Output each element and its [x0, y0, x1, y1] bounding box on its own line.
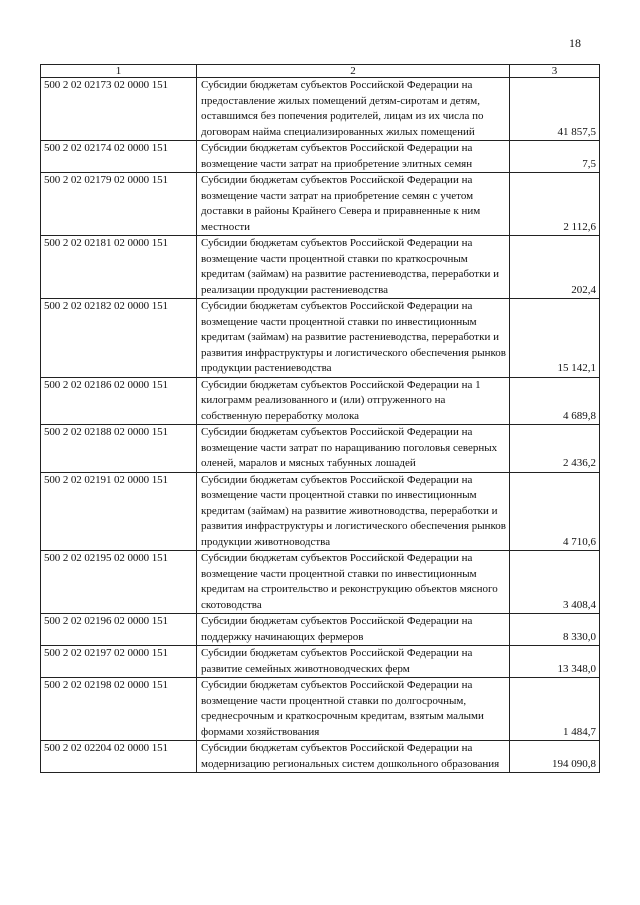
budget-code: 500 2 02 02195 02 0000 151 [41, 551, 197, 614]
row-description: Субсидии бюджетам субъектов Российской Федерации на возмещение части процентной ставки по инвестиционным кредитам (займам) на развитие животноводства, переработки и развития инфраструктуры и логистического обеспечения рынков продукции животноводства [197, 472, 510, 551]
table-row [41, 741, 600, 773]
row-description: Субсидии бюджетам субъектов Российской Федерации на возмещение части процентной ставки по инвестиционным кредитам (займам) на развитие растениеводства, переработки и развития инфраструктуры и логистического обеспечения рынков продукции растениеводства [197, 299, 510, 378]
table-row [41, 377, 600, 425]
row-amount: 2 112,6 [510, 173, 600, 236]
row-amount: 4 710,6 [510, 472, 600, 551]
budget-code: 500 2 02 02198 02 0000 151 [41, 678, 197, 741]
table-row [41, 173, 600, 236]
budget-code: 500 2 02 02204 02 0000 151 [41, 741, 197, 773]
row-amount: 202,4 [510, 236, 600, 299]
budget-code: 500 2 02 02173 02 0000 151 [41, 78, 197, 141]
table-row [41, 614, 600, 646]
budget-code: 500 2 02 02179 02 0000 151 [41, 173, 197, 236]
row-amount: 8 330,0 [510, 614, 600, 646]
budget-code: 500 2 02 02174 02 0000 151 [41, 141, 197, 173]
budget-code: 500 2 02 02197 02 0000 151 [41, 646, 197, 678]
budget-code: 500 2 02 02196 02 0000 151 [41, 614, 197, 646]
table-row [41, 551, 600, 614]
header-column-1: 1 [41, 65, 197, 78]
row-description: Субсидии бюджетам субъектов Российской Федерации на модернизацию региональных систем дошкольного образования [197, 741, 510, 773]
row-description: Субсидии бюджетам субъектов Российской Федерации на предоставление жилых помещений детям-сиротам и детям, оставшимся без попечения родителей, лицам из их числа по договорам найма специализированных жилых помещений [197, 78, 510, 141]
row-amount: 41 857,5 [510, 78, 600, 141]
row-description: Субсидии бюджетам субъектов Российской Федерации на возмещение части затрат по наращиванию поголовья северных оленей, маралов и мясных табунных лошадей [197, 425, 510, 473]
row-description: Субсидии бюджетам субъектов Российской Федерации на 1 килограмм реализованного и (или) отгруженного на собственную переработку молока [197, 377, 510, 425]
row-amount: 13 348,0 [510, 646, 600, 678]
header-column-2: 2 [197, 65, 510, 78]
page-number: 18 [569, 36, 581, 50]
row-description: Субсидии бюджетам субъектов Российской Федерации на поддержку начинающих фермеров [197, 614, 510, 646]
table-row [41, 141, 600, 173]
header-row [41, 65, 600, 78]
row-amount: 2 436,2 [510, 425, 600, 473]
row-description: Субсидии бюджетам субъектов Российской Федерации на возмещение части затрат на приобретение семян с учетом доставки в районы Крайнего Севера и приравненные к ним местности [197, 173, 510, 236]
row-description: Субсидии бюджетам субъектов Российской Федерации на возмещение части процентной ставки по долгосрочным, среднесрочным и краткосрочным кредитам, взятым малыми формами хозяйствования [197, 678, 510, 741]
budget-code: 500 2 02 02182 02 0000 151 [41, 299, 197, 378]
row-amount: 7,5 [510, 141, 600, 173]
table-row [41, 425, 600, 473]
row-amount: 3 408,4 [510, 551, 600, 614]
budget-code: 500 2 02 02186 02 0000 151 [41, 377, 197, 425]
budget-code: 500 2 02 02188 02 0000 151 [41, 425, 197, 473]
budget-code: 500 2 02 02181 02 0000 151 [41, 236, 197, 299]
budget-code: 500 2 02 02191 02 0000 151 [41, 472, 197, 551]
row-description: Субсидии бюджетам субъектов Российской Федерации на возмещение части затрат на приобретение элитных семян [197, 141, 510, 173]
header-column-3: 3 [510, 65, 600, 78]
row-amount: 1 484,7 [510, 678, 600, 741]
table-row [41, 299, 600, 378]
table-row [41, 678, 600, 741]
budget-table [40, 64, 600, 773]
row-description: Субсидии бюджетам субъектов Российской Федерации на развитие семейных животноводческих ферм [197, 646, 510, 678]
row-amount: 15 142,1 [510, 299, 600, 378]
row-amount: 4 689,8 [510, 377, 600, 425]
table-row [41, 78, 600, 141]
row-amount: 194 090,8 [510, 741, 600, 773]
table-row [41, 472, 600, 551]
row-description: Субсидии бюджетам субъектов Российской Федерации на возмещение части процентной ставки по инвестиционным кредитам на строительство и реконструкцию объектов мясного скотоводства [197, 551, 510, 614]
table-row [41, 646, 600, 678]
row-description: Субсидии бюджетам субъектов Российской Федерации на возмещение части процентной ставки по краткосрочным кредитам (займам) на развитие растениеводства, переработки и реализации продукции растениеводства [197, 236, 510, 299]
table-row [41, 236, 600, 299]
